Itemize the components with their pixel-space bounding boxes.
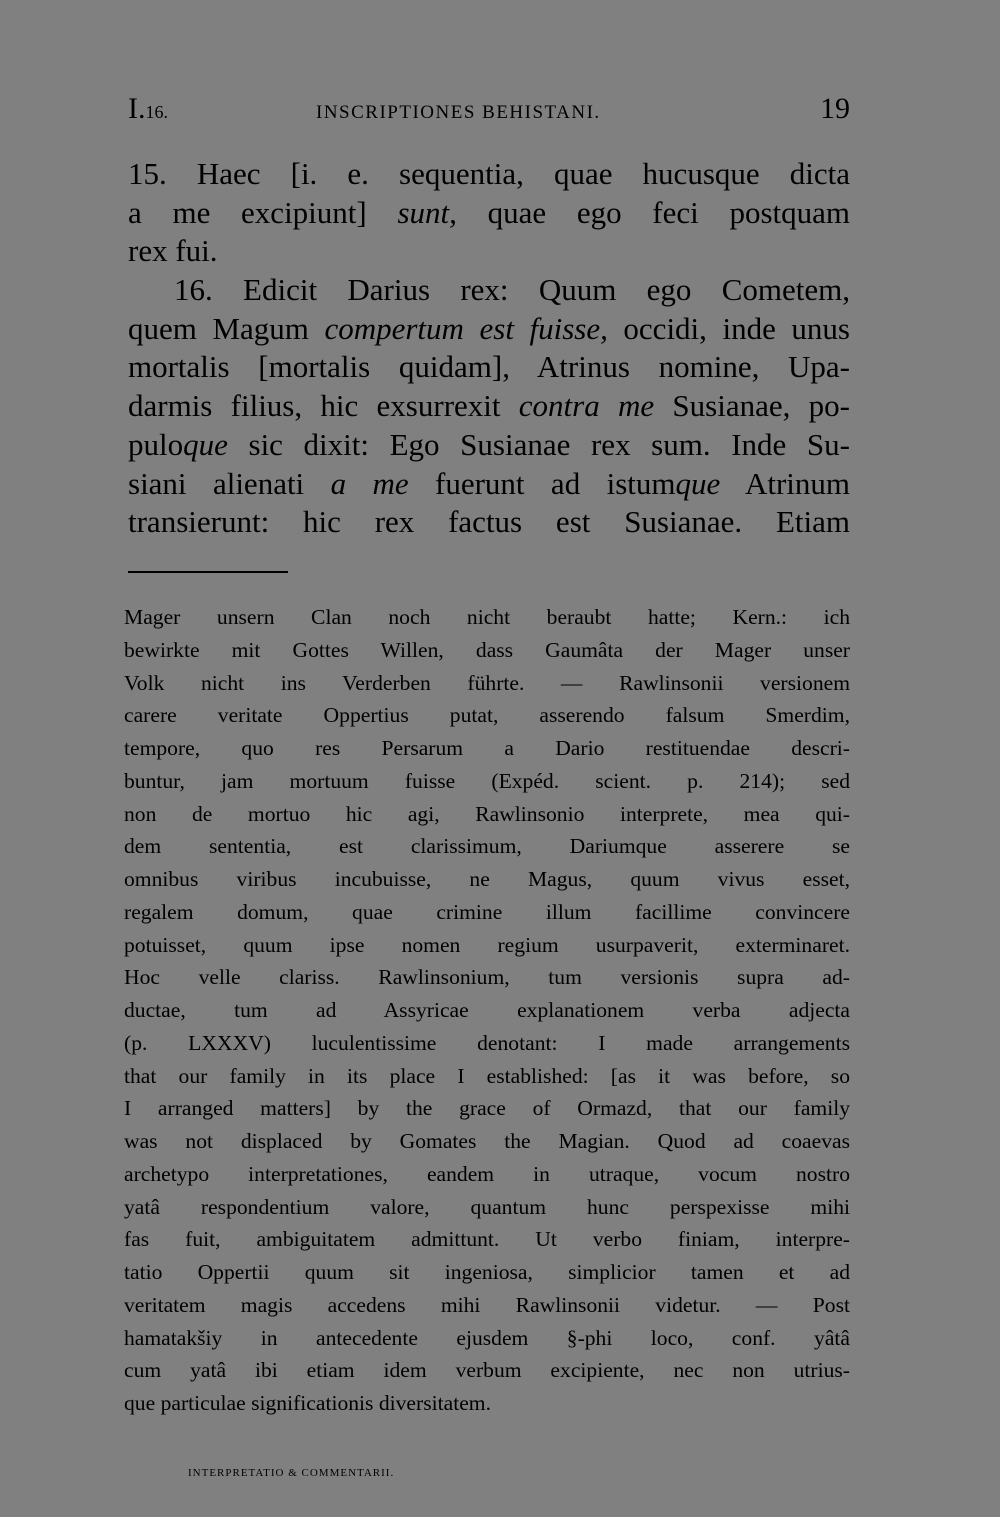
running-title: INSCRIPTIONES BEHISTANI. xyxy=(316,102,601,123)
footnote-line: ductae, tum ad Assyricae explanationem verba adjecta xyxy=(124,998,850,1022)
main-line: 16. Edicit Darius rex: Quum ego Cometem, xyxy=(174,272,850,308)
footnote-line: I arranged matters] by the grace of Ormazd, that our family xyxy=(124,1096,850,1121)
footnote-line: tatio Oppertii quum sit ingeniosa, simplicior tamen et ad xyxy=(124,1260,850,1284)
page-number: 19 xyxy=(820,92,850,125)
main-line: mortalis [mortalis quidam], Atrinus nomine, Upa- xyxy=(128,349,850,385)
main-line: quem Magum compertum est fuisse, occidi, inde unus xyxy=(128,310,850,346)
footnote-line: was not displaced by Gomates the Magian. Quod ad coaevas xyxy=(124,1129,850,1153)
main-line: darmis filius, hic exsurrexit contra me Susianae, po- xyxy=(128,388,850,424)
footnote-line: hamatakšiy in antecedente ejusdem §-phi loco, conf. yâtâ xyxy=(124,1325,850,1350)
main-line: a me excipiunt] sunt, quae ego feci postquam xyxy=(128,194,851,230)
running-header xyxy=(128,92,850,132)
footnote-line: that our family in its place I established: [as it was before, so xyxy=(124,1063,850,1088)
footnote-line: veritatem magis accedens mihi Rawlinsonii videtur. — Post xyxy=(124,1292,850,1317)
footnote-line: dem sententia, est clarissimum, Dariumque asserere se xyxy=(124,834,850,859)
section-roman: I. xyxy=(128,92,146,125)
footnote-line: carere veritate Oppertius putat, asserendo falsum Smerdim, xyxy=(124,703,850,728)
section-sub: 16. xyxy=(145,102,168,122)
main-line: puloque sic dixit: Ego Susianae rex sum. Inde Su- xyxy=(128,426,850,462)
footnote-block xyxy=(124,601,850,1420)
footnote-line: non de mortuo hic agi, Rawlinsonio interprete, mea qui- xyxy=(124,801,850,826)
footnote-rule xyxy=(128,571,288,573)
footnote-line: que particulae significationis diversitatem. xyxy=(124,1391,491,1415)
footnote-line: buntur, jam mortuum fuisse (Expéd. scient. p. 214); sed xyxy=(124,768,850,793)
main-line: siani alienati a me fuerunt ad istumque Atrinum xyxy=(128,465,850,501)
footnote-line: omnibus viribus incubuisse, ne Magus, quum vivus esset, xyxy=(124,867,850,891)
footnote-line: yatâ respondentium valore, quantum hunc perspexisse mihi xyxy=(124,1194,850,1219)
footnote-line: cum yatâ ibi etiam idem verbum excipiente, nec non utrius- xyxy=(124,1358,850,1383)
footnote-line: (p. LXXXV) luculentissime denotant: I made arrangements xyxy=(124,1030,850,1055)
footnote-line: Volk nicht ins Verderben führte. — Rawlinsonii versionem xyxy=(124,670,850,695)
footnote-line: bewirkte mit Gottes Willen, dass Gaumâta der Mager unser xyxy=(124,637,850,662)
signature-mark: INTERPRETATIO & COMMENTARII. xyxy=(188,1467,395,1479)
footnote-line: potuisset, quum ipse nomen regium usurpaverit, exterminaret. xyxy=(124,932,850,957)
footnote-line: Hoc velle clariss. Rawlinsonium, tum versionis supra ad- xyxy=(124,965,850,990)
footnote-line: Mager unsern Clan noch nicht beraubt hatte; Kern.: ich xyxy=(124,605,850,629)
footnote-line: tempore, quo res Persarum a Dario restituendae descri- xyxy=(124,736,850,760)
main-line: rex fui. xyxy=(128,233,218,269)
main-line: transierunt: hic rex factus est Susianae. Etiam xyxy=(128,504,850,540)
main-text xyxy=(128,155,850,542)
footnote-line: fas fuit, ambiguitatem admittunt. Ut verbo finiam, interpre- xyxy=(124,1227,850,1252)
section-label xyxy=(128,92,168,126)
footnote-line: archetypo interpretationes, eandem in utraque, vocum nostro xyxy=(124,1161,850,1186)
main-line: 15. Haec [i. e. sequentia, quae hucusque dicta xyxy=(128,156,850,191)
footnote-line: regalem domum, quae crimine illum facillime convincere xyxy=(124,899,850,924)
